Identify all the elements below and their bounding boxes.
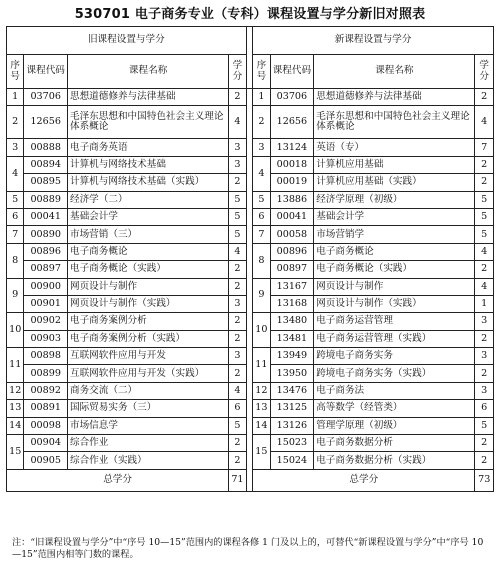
- table-row: [7, 89, 494, 106]
- new-seq-cell: 1: [253, 89, 270, 106]
- new-name-cell: 计算机应用基础: [314, 156, 475, 173]
- old-seq-cell: 3: [7, 139, 24, 156]
- new-credit-header: 学分: [475, 55, 494, 89]
- new-credit-cell: 6: [475, 400, 494, 417]
- new-code-cell: 03706: [270, 89, 314, 106]
- new-seq-cell: 12: [253, 382, 270, 399]
- old-code-cell: 00903: [24, 330, 68, 347]
- old-credit-cell: 2: [229, 330, 246, 347]
- old-credit-cell: 5: [229, 208, 246, 225]
- new-code-cell: 00896: [270, 243, 314, 260]
- old-credit-cell: 5: [229, 191, 246, 208]
- new-total-label: 总学分: [253, 469, 475, 491]
- old-name-cell: 网页设计与制作: [68, 278, 229, 295]
- new-credit-cell: 2: [475, 174, 494, 191]
- new-credit-cell: 2: [475, 330, 494, 347]
- new-credit-cell: 5: [475, 417, 494, 434]
- new-name-cell: 高等数学（经管类）: [314, 400, 475, 417]
- new-seq-cell: 7: [253, 226, 270, 243]
- old-seq-cell: 13: [7, 400, 24, 417]
- old-name-cell: 电子商务概论: [68, 243, 229, 260]
- old-credit-cell: 2: [229, 261, 246, 278]
- old-name-cell: 思想道德修养与法律基础: [68, 89, 229, 106]
- old-seq-cell: 6: [7, 208, 24, 225]
- old-code-cell: 00889: [24, 191, 68, 208]
- new-credit-cell: 7: [475, 139, 494, 156]
- old-seq-cell: 11: [7, 348, 24, 383]
- new-code-header: 课程代码: [270, 55, 314, 89]
- old-name-cell: 商务交流（二）: [68, 382, 229, 399]
- old-code-cell: 00891: [24, 400, 68, 417]
- old-code-header: 课程代码: [24, 55, 68, 89]
- old-credit-cell: 2: [229, 278, 246, 295]
- old-code-cell: 00904: [24, 435, 68, 452]
- new-code-cell: 13480: [270, 313, 314, 330]
- page-title: 530701 电子商务专业（专科）课程设置与学分新旧对照表: [74, 7, 426, 22]
- new-credit-cell: 4: [475, 278, 494, 295]
- new-credit-cell: 4: [475, 106, 494, 139]
- new-credit-cell: 1: [475, 295, 494, 312]
- new-seq-cell: 8: [253, 243, 270, 278]
- old-name-cell: 经济学（二）: [68, 191, 229, 208]
- new-seq-cell: 2: [253, 106, 270, 139]
- old-name-cell: 电子商务英语: [68, 139, 229, 156]
- old-total-label: 总学分: [7, 469, 229, 491]
- new-seq-cell: 5: [253, 191, 270, 208]
- old-credit-cell: 4: [229, 243, 246, 260]
- new-name-cell: 基础会计学: [314, 208, 475, 225]
- new-seq-cell: 14: [253, 417, 270, 434]
- old-name-cell: 综合作业（实践）: [68, 452, 229, 469]
- new-code-cell: 13476: [270, 382, 314, 399]
- old-credit-cell: 2: [229, 435, 246, 452]
- new-credit-cell: 4: [475, 243, 494, 260]
- new-name-cell: 电子商务数据分析: [314, 435, 475, 452]
- new-code-cell: 00897: [270, 261, 314, 278]
- new-credit-cell: 5: [475, 208, 494, 225]
- old-credit-cell: 5: [229, 226, 246, 243]
- old-name-cell: 电子商务概论（实践）: [68, 261, 229, 278]
- new-name-cell: 计算机应用基础（实践）: [314, 174, 475, 191]
- old-code-cell: 00895: [24, 174, 68, 191]
- new-seq-cell: 13: [253, 400, 270, 417]
- old-code-cell: 00894: [24, 156, 68, 173]
- old-code-cell: 03706: [24, 89, 68, 106]
- new-name-cell: 英语（专）: [314, 139, 475, 156]
- old-seq-cell: 2: [7, 106, 24, 139]
- new-seq-cell: 6: [253, 208, 270, 225]
- new-credit-cell: 2: [475, 452, 494, 469]
- new-credit-cell: 2: [475, 435, 494, 452]
- new-code-cell: 13167: [270, 278, 314, 295]
- old-seq-cell: 8: [7, 243, 24, 278]
- old-name-cell: 互联网软件应用与开发: [68, 348, 229, 365]
- old-code-cell: 12656: [24, 106, 68, 139]
- old-credit-cell: 2: [229, 452, 246, 469]
- new-name-cell: 电子商务概论（实践）: [314, 261, 475, 278]
- old-code-cell: 00892: [24, 382, 68, 399]
- old-seq-header: 序号: [7, 55, 24, 89]
- old-code-cell: 00901: [24, 295, 68, 312]
- old-name-cell: 电子商务案例分析: [68, 313, 229, 330]
- new-credit-cell: 5: [475, 226, 494, 243]
- new-name-cell: 电子商务数据分析（实践）: [314, 452, 475, 469]
- old-name-cell: 网页设计与制作（实践）: [68, 295, 229, 312]
- new-code-cell: 15023: [270, 435, 314, 452]
- old-name-header: 课程名称: [68, 55, 229, 89]
- new-total-value: 73: [475, 469, 494, 491]
- new-name-cell: 毛泽东思想和中国特色社会主义理论体系概论: [314, 106, 475, 139]
- old-credit-cell: 2: [229, 89, 246, 106]
- old-credit-cell: 3: [229, 139, 246, 156]
- old-credit-cell: 6: [229, 400, 246, 417]
- old-seq-cell: 12: [7, 382, 24, 399]
- new-credit-cell: 2: [475, 365, 494, 382]
- new-name-cell: 电子商务法: [314, 382, 475, 399]
- new-code-cell: 00058: [270, 226, 314, 243]
- new-code-cell: 13886: [270, 191, 314, 208]
- new-section-header: 新课程设置与学分: [253, 27, 494, 55]
- old-section-header: 旧课程设置与学分: [7, 27, 247, 55]
- new-code-cell: 13168: [270, 295, 314, 312]
- new-credit-cell: 3: [475, 382, 494, 399]
- old-name-cell: 毛泽东思想和中国特色社会主义理论体系概论: [68, 106, 229, 139]
- old-code-cell: 00890: [24, 226, 68, 243]
- old-code-cell: 00902: [24, 313, 68, 330]
- new-seq-cell: 11: [253, 348, 270, 383]
- old-code-cell: 00905: [24, 452, 68, 469]
- old-code-cell: 00900: [24, 278, 68, 295]
- old-credit-cell: 4: [229, 382, 246, 399]
- new-seq-cell: 3: [253, 139, 270, 156]
- old-seq-cell: 1: [7, 89, 24, 106]
- new-name-header: 课程名称: [314, 55, 475, 89]
- old-code-cell: 00888: [24, 139, 68, 156]
- old-total-value: 71: [229, 469, 246, 491]
- new-code-cell: 00019: [270, 174, 314, 191]
- new-code-cell: 00041: [270, 208, 314, 225]
- old-credit-cell: 2: [229, 365, 246, 382]
- new-name-cell: 管理学原理（初级）: [314, 417, 475, 434]
- old-code-cell: 00899: [24, 365, 68, 382]
- old-name-cell: 电子商务案例分析（实践）: [68, 330, 229, 347]
- new-credit-cell: 2: [475, 261, 494, 278]
- footnote: 注：“旧课程设置与学分”中“序号 10—15”范围内的课程各修 1 门及以上的，可替代“新课程设置与学分”中“序号 10—15”范围内相等门数的课程。: [12, 537, 484, 561]
- old-name-cell: 市场信息学: [68, 417, 229, 434]
- old-name-cell: 互联网软件应用与开发（实践）: [68, 365, 229, 382]
- old-credit-cell: 5: [229, 417, 246, 434]
- old-credit-cell: 2: [229, 174, 246, 191]
- new-code-cell: 13481: [270, 330, 314, 347]
- old-code-cell: 00098: [24, 417, 68, 434]
- old-name-cell: 国际贸易实务（三）: [68, 400, 229, 417]
- new-seq-header: 序号: [253, 55, 270, 89]
- new-name-cell: 经济学原理（初级）: [314, 191, 475, 208]
- new-name-cell: 思想道德修养与法律基础: [314, 89, 475, 106]
- new-code-cell: 13125: [270, 400, 314, 417]
- new-code-cell: 13124: [270, 139, 314, 156]
- old-credit-cell: 3: [229, 348, 246, 365]
- new-name-cell: 网页设计与制作: [314, 278, 475, 295]
- old-seq-cell: 15: [7, 435, 24, 470]
- old-seq-cell: 5: [7, 191, 24, 208]
- new-name-cell: 市场营销学: [314, 226, 475, 243]
- new-name-cell: 网页设计与制作（实践）: [314, 295, 475, 312]
- old-seq-cell: 14: [7, 417, 24, 434]
- new-credit-cell: 2: [475, 89, 494, 106]
- old-seq-cell: 7: [7, 226, 24, 243]
- new-code-cell: 13950: [270, 365, 314, 382]
- old-name-cell: 计算机与网络技术基础（实践）: [68, 174, 229, 191]
- old-code-cell: 00041: [24, 208, 68, 225]
- old-seq-cell: 9: [7, 278, 24, 313]
- old-credit-cell: 4: [229, 106, 246, 139]
- old-code-cell: 00898: [24, 348, 68, 365]
- new-code-cell: 15024: [270, 452, 314, 469]
- new-name-cell: 跨境电子商务实务（实践）: [314, 365, 475, 382]
- new-credit-cell: 2: [475, 156, 494, 173]
- old-code-cell: 00896: [24, 243, 68, 260]
- new-name-cell: 跨境电子商务实务: [314, 348, 475, 365]
- new-seq-cell: 10: [253, 313, 270, 348]
- new-name-cell: 电子商务运营管理（实践）: [314, 330, 475, 347]
- old-credit-cell: 3: [229, 295, 246, 312]
- new-credit-cell: 5: [475, 191, 494, 208]
- new-code-cell: 00018: [270, 156, 314, 173]
- old-seq-cell: 10: [7, 313, 24, 348]
- old-code-cell: 00897: [24, 261, 68, 278]
- old-name-cell: 计算机与网络技术基础: [68, 156, 229, 173]
- old-name-cell: 综合作业: [68, 435, 229, 452]
- old-name-cell: 基础会计学: [68, 208, 229, 225]
- new-code-cell: 13949: [270, 348, 314, 365]
- old-credit-cell: 3: [229, 156, 246, 173]
- old-name-cell: 市场营销（三）: [68, 226, 229, 243]
- new-seq-cell: 15: [253, 435, 270, 470]
- old-credit-header: 学分: [229, 55, 246, 89]
- old-credit-cell: 2: [229, 313, 246, 330]
- old-seq-cell: 4: [7, 156, 24, 191]
- new-name-cell: 电子商务概论: [314, 243, 475, 260]
- new-name-cell: 电子商务运营管理: [314, 313, 475, 330]
- new-seq-cell: 4: [253, 156, 270, 191]
- new-seq-cell: 9: [253, 278, 270, 313]
- new-credit-cell: 3: [475, 313, 494, 330]
- course-comparison-table: [6, 26, 494, 492]
- new-code-cell: 13126: [270, 417, 314, 434]
- new-credit-cell: 3: [475, 348, 494, 365]
- new-code-cell: 12656: [270, 106, 314, 139]
